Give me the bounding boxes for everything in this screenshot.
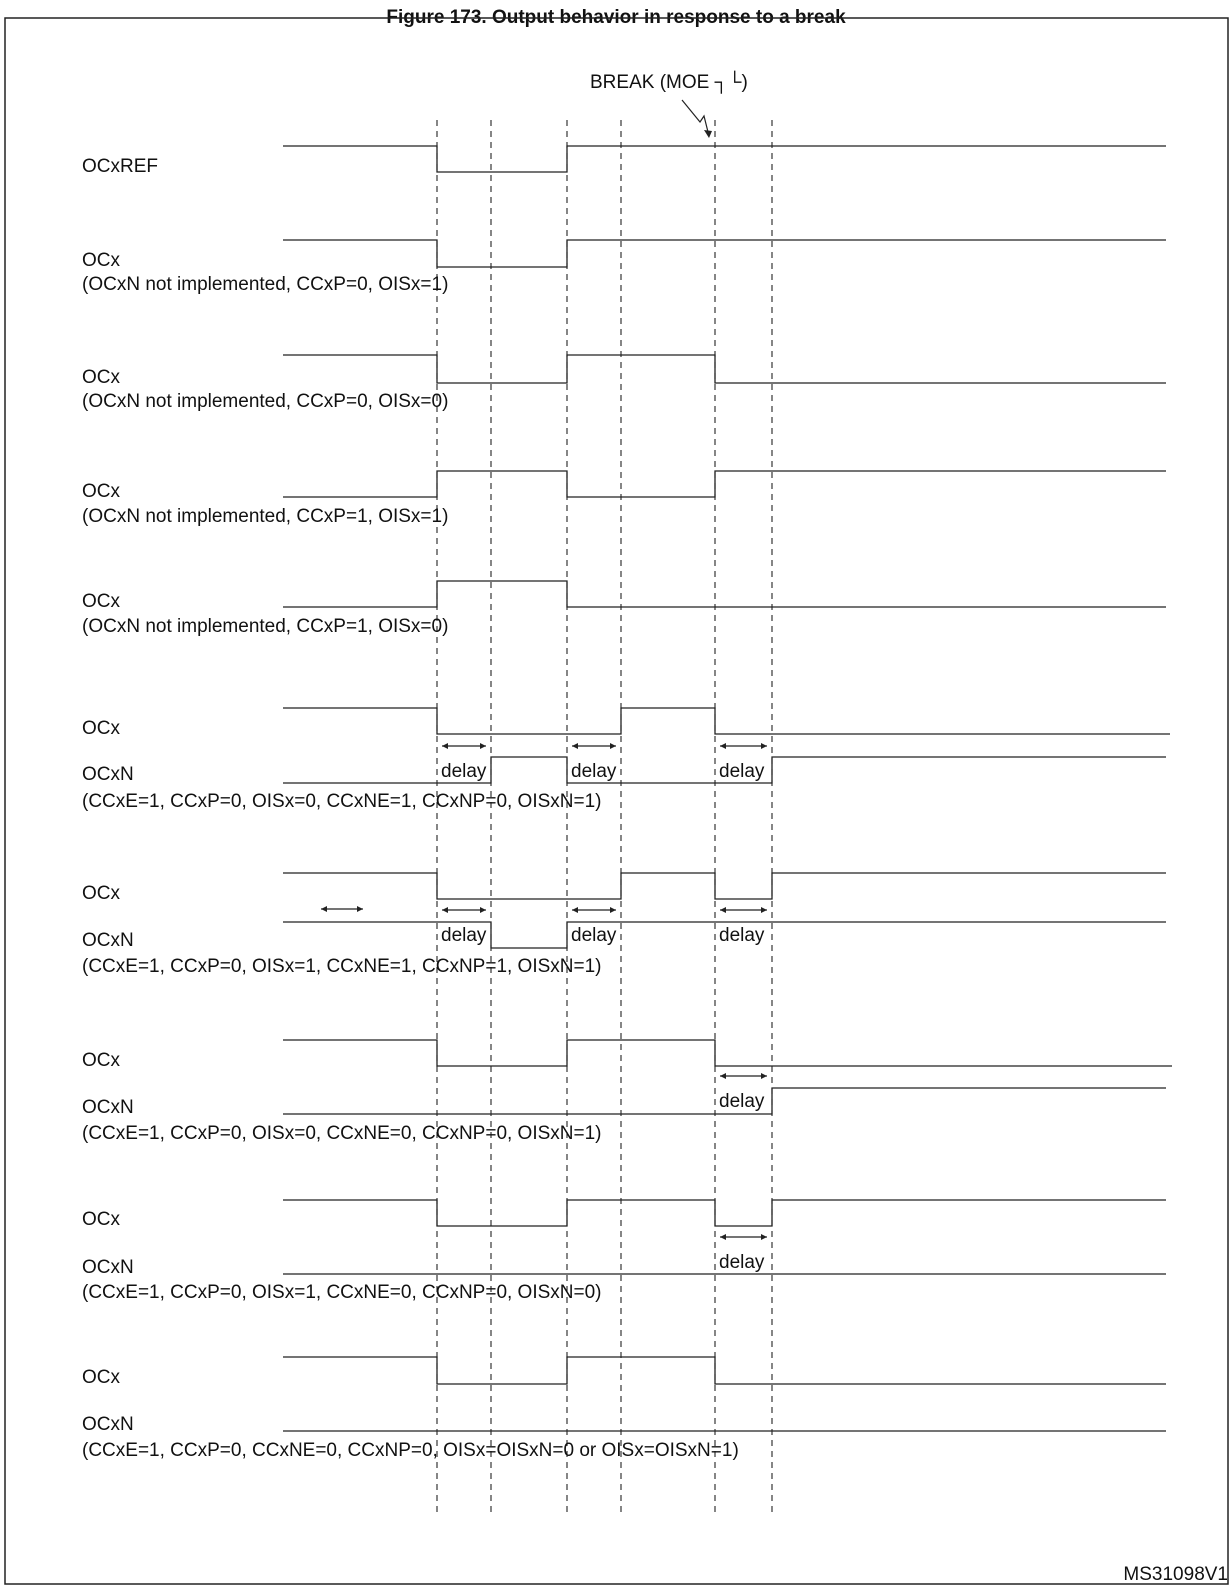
signal-name-ocx: OCx xyxy=(82,367,120,388)
waveform-ocx xyxy=(283,708,1170,734)
delay-label: delay xyxy=(441,761,487,782)
edge-guide-lines xyxy=(437,120,772,1512)
delay-markers xyxy=(441,743,767,1273)
waveform-ocx xyxy=(283,1357,1166,1384)
signal-config-note: (CCxE=1, CCxP=0, CCxNE=0, CCxNP=0, OISx=OISxN=0 or OISx=OISxN=1) xyxy=(82,1440,739,1461)
extra-delay-arrow xyxy=(321,906,363,912)
signal-labels xyxy=(82,156,739,1461)
signal-name-ocx: OCx xyxy=(82,250,120,271)
signal-config-note: (CCxE=1, CCxP=0, OISx=1, CCxNE=1, CCxNP=1, OISxN=1) xyxy=(82,956,602,977)
delay-label: delay xyxy=(719,1091,765,1112)
break-label: BREAK (MOE ┐└) xyxy=(590,72,748,93)
signal-name-ocx: OCx xyxy=(82,481,120,502)
signal-config-note: (OCxN not implemented, CCxP=1, OISx=0) xyxy=(82,616,449,637)
signal-name-ocx: OCx xyxy=(82,718,120,739)
waveform-ocx xyxy=(283,1040,1172,1066)
lightning-arrow-head xyxy=(704,130,712,138)
signal-name-ocx: OCx xyxy=(82,883,120,904)
delay-label: delay xyxy=(441,925,487,946)
signal-config-note: (CCxE=1, CCxP=0, OISx=1, CCxNE=0, CCxNP=0, OISxN=0) xyxy=(82,1282,602,1303)
delay-label: delay xyxy=(571,761,617,782)
signal-config-note: (CCxE=1, CCxP=0, OISx=0, CCxNE=0, CCxNP=0, OISxN=1) xyxy=(82,1123,602,1144)
signal-name-ocxn: OCxN xyxy=(82,930,134,951)
signal-config-note: (OCxN not implemented, CCxP=0, OISx=1) xyxy=(82,274,449,295)
signal-config-note: (OCxN not implemented, CCxP=0, OISx=0) xyxy=(82,391,449,412)
signal-name-ocx: OCx xyxy=(82,1050,120,1071)
delay-label: delay xyxy=(719,761,765,782)
figure-code: MS31098V1 xyxy=(1123,1564,1228,1585)
signal-name-ocxn: OCxN xyxy=(82,1097,134,1118)
signal-name-ocx: OCx xyxy=(82,591,120,612)
signal-name-ocxref: OCxREF xyxy=(82,156,158,177)
signal-name-ocxn: OCxN xyxy=(82,764,134,785)
waveform-ocxref xyxy=(283,146,1166,172)
waveform-ocx xyxy=(283,581,1166,607)
signal-name-ocxn: OCxN xyxy=(82,1257,134,1278)
waveform-ocx xyxy=(283,240,1166,267)
waveform-ocx xyxy=(283,1200,1166,1226)
signal-name-ocx: OCx xyxy=(82,1209,120,1230)
signal-name-ocxn: OCxN xyxy=(82,1414,134,1435)
figure-title: Figure 173. Output behavior in response to a break xyxy=(386,6,846,28)
signal-name-ocx: OCx xyxy=(82,1367,120,1388)
waveform-ocx xyxy=(283,355,1166,383)
break-marker xyxy=(590,70,748,138)
waveform-ocx xyxy=(283,471,1166,497)
delay-label: delay xyxy=(719,925,765,946)
waveform-ocx xyxy=(283,873,1166,899)
signal-waveforms xyxy=(283,146,1172,1431)
delay-label: delay xyxy=(571,925,617,946)
delay-label: delay xyxy=(719,1252,765,1273)
signal-config-note: (OCxN not implemented, CCxP=1, OISx=1) xyxy=(82,506,449,527)
signal-config-note: (CCxE=1, CCxP=0, OISx=0, CCxNE=1, CCxNP=0, OISxN=1) xyxy=(82,791,602,812)
